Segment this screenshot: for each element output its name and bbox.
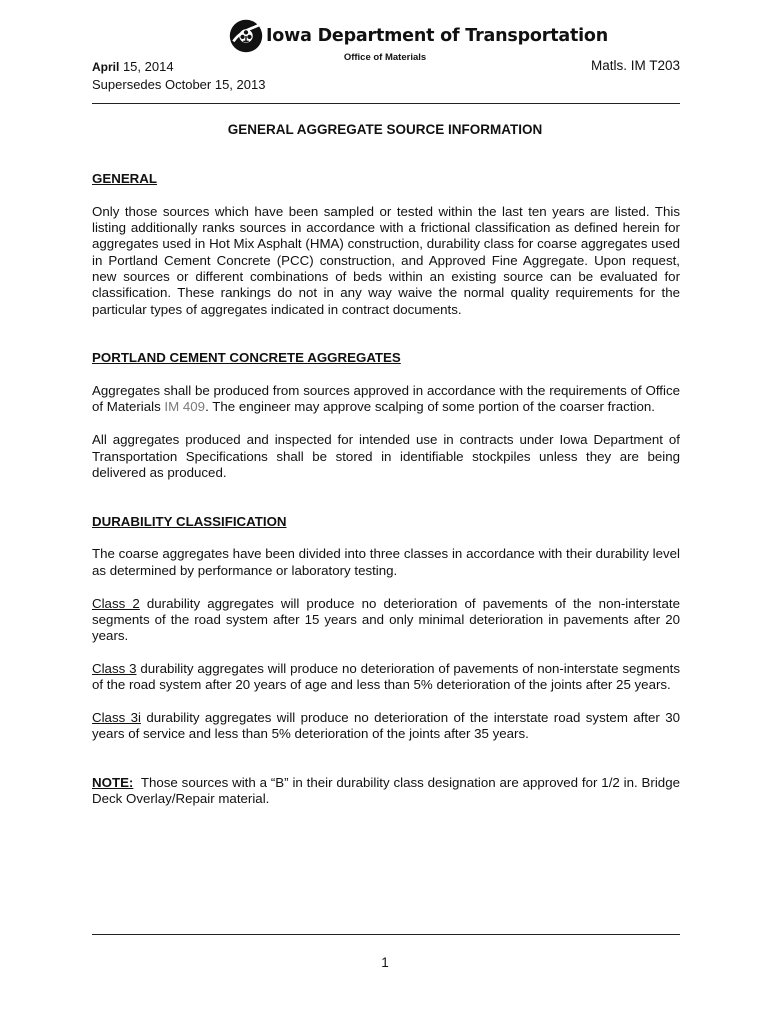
header-divider	[92, 103, 680, 104]
note-paragraph	[92, 775, 684, 808]
class-3-label: Class 3	[92, 660, 137, 676]
class-2-text: durability aggregates will produce no deterioration of pavements of the non-interstate segments of the road system after 15 years and only minimal deterioration in pavements after 20 years.	[92, 595, 680, 644]
document-title: GENERAL AGGREGATE SOURCE INFORMATION	[227, 122, 543, 137]
issue-date-rest: 15, 2014	[119, 59, 174, 74]
pcc-paragraph-1	[92, 383, 680, 416]
note-text: Those sources with a “B” in their durability class designation are approved for 1/2 in. Bridge Deck Overlay/Repair material.	[92, 775, 684, 807]
pcc-p1-text-a: Aggregates shall be produced from sources approved in accordance with the requirements of Office of Materials	[92, 383, 680, 415]
footer-divider	[92, 934, 680, 935]
document-date-block	[92, 58, 265, 93]
organization-name: Iowa Department of Transportation	[266, 26, 609, 46]
document-number: Matls. IM T203	[590, 58, 680, 73]
note-label: NOTE:	[92, 775, 134, 791]
section-heading-general: GENERAL	[92, 171, 158, 186]
durability-intro: The coarse aggregates have been divided into three classes in accordance with their durability level as determined by performance or laboratory testing.	[92, 546, 680, 578]
class-3-paragraph	[92, 661, 680, 694]
office-name: Office of Materials	[343, 52, 427, 63]
issue-date	[92, 58, 265, 76]
class-2-label: Class 2	[92, 595, 140, 611]
pcc-p1-text-b: . The engineer may approve scalping of some portion of the coarser fraction.	[205, 399, 655, 415]
supersedes-date: Supersedes October 15, 2013	[92, 77, 266, 92]
general-paragraph: Only those sources which have been sampled or tested within the last ten years are listed. This listing additionally ranks sources in accordance with a frictional classification as defined herein for aggregates used in Hot Mix Asphalt (HMA) construction, durability class for coarse aggregates used in Portland Cement Concrete (PCC) construction, and Approved Fine Aggregate. Upon request, new sources or different combinations of beds within an existing source can be evaluated for classification. These rankings do not in any way waive the normal quality requirements for the particular types of aggregates indicated in contract documents.	[92, 203, 680, 317]
im-409-link[interactable]: IM 409	[164, 399, 206, 415]
letterhead-logo	[228, 18, 608, 54]
section-heading-durability: DURABILITY CLASSIFICATION	[92, 513, 287, 529]
iowa-dot-logo-icon	[228, 18, 264, 54]
class-3i-text: durability aggregates will produce no deterioration of the interstate road system after 30 years of service and less than 5% deterioration of the joints after 35 years.	[92, 710, 681, 742]
issue-date-month: April	[92, 60, 120, 74]
class-3i-label: Class 3i	[92, 710, 141, 726]
class-3-text: durability aggregates will produce no deterioration of pavements of non-interstate segments of the road system after 20 years of age and less than 5% deterioration of the joints after 25 years.	[92, 660, 680, 693]
section-heading-pcc: PORTLAND CEMENT CONCRETE AGGREGATES	[92, 350, 401, 366]
page-number: 1	[381, 955, 389, 970]
class-2-paragraph	[92, 596, 680, 645]
class-3i-paragraph	[92, 710, 680, 743]
document-body	[92, 171, 684, 824]
pcc-paragraph-2: All aggregates produced and inspected for intended use in contracts under Iowa Department of Transportation Specifications shall be stored in identifiable stockpiles unless they are being delivered as produced.	[92, 432, 680, 480]
